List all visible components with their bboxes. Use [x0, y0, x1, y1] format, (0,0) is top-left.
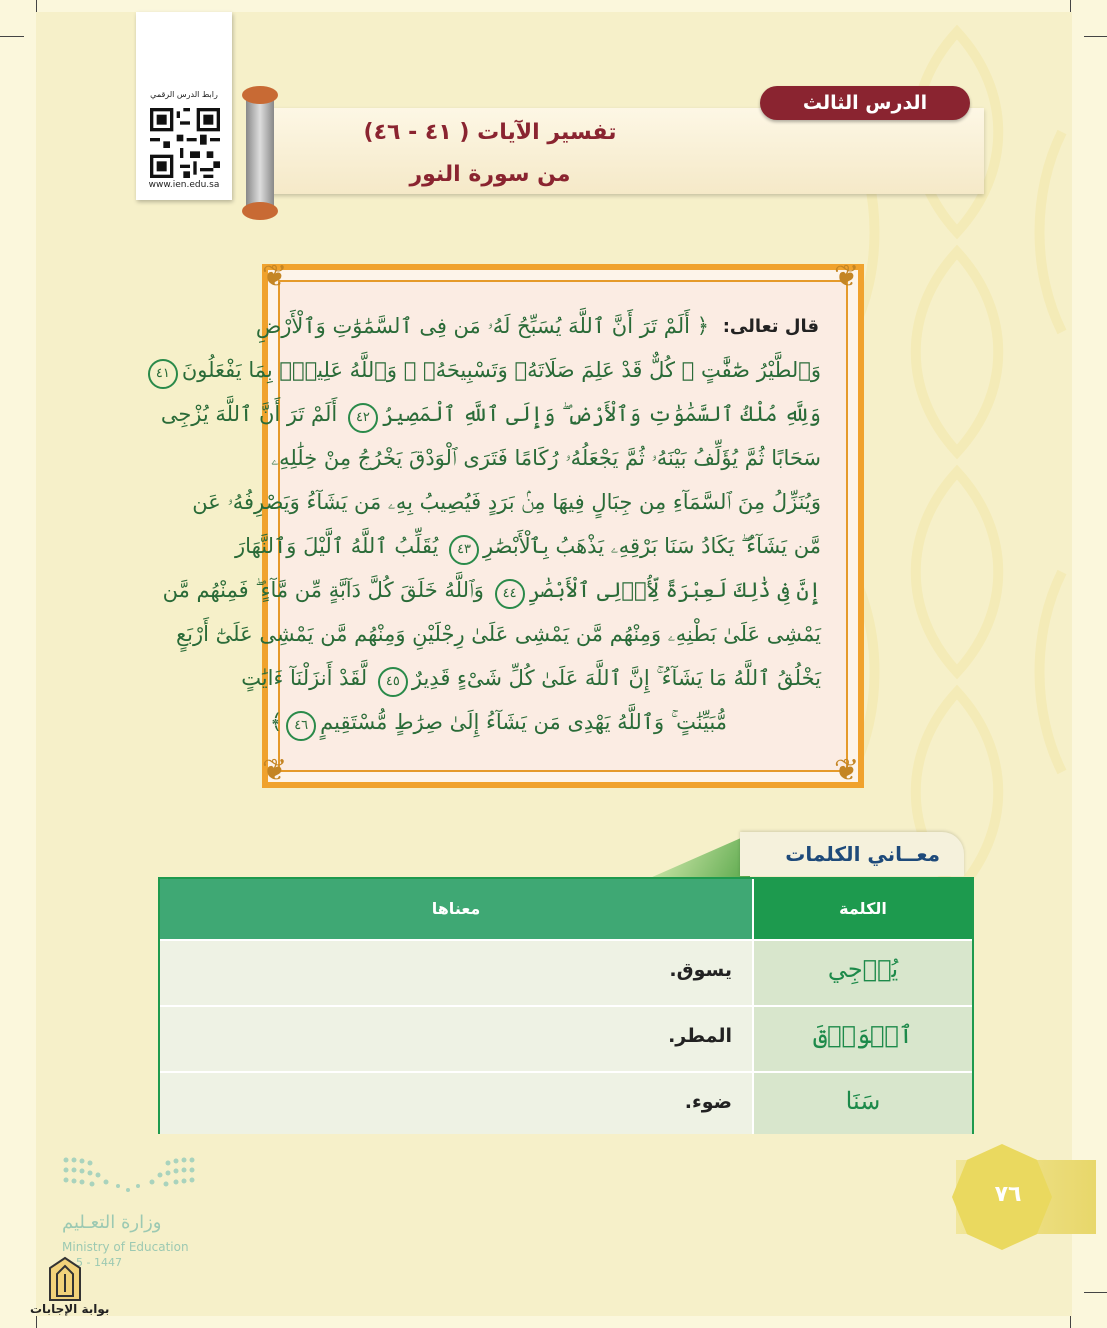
verse-line: [162, 578, 821, 609]
header-label: الكلمة: [839, 899, 887, 918]
verse-line: [235, 534, 821, 565]
meaning-text: المطر.: [668, 1025, 732, 1047]
page-number: ٧٦: [994, 1182, 1022, 1207]
verse-line: [269, 710, 727, 741]
verse-line: [241, 666, 821, 697]
portal-logo-icon: [46, 1256, 84, 1302]
lesson-badge: الدرس الثالث: [760, 86, 970, 120]
meaning-cell: [160, 1073, 752, 1134]
corner-ornament-icon: ❦: [834, 753, 860, 788]
crop-mark: [1084, 1292, 1107, 1293]
column-header-word: [752, 879, 972, 939]
verse-text: يُقَلِّبُ ٱللَّهُ ٱلَّيْلَ وَٱلنَّهَارَ: [235, 534, 439, 558]
quran-frame-inner: [278, 280, 848, 772]
scroll-rod-cap: [242, 202, 278, 220]
table-row: [160, 1071, 972, 1134]
qr-url[interactable]: www.ien.edu.sa: [148, 180, 220, 190]
verse-text: يَخْلُقُ ٱللَّهُ مَا يَشَآءُ ۚ إِنَّ ٱللَّهَ عَلَىٰ كُلِّ شَىْءٍ قَدِيرٌ: [411, 666, 821, 690]
meaning-text: ضوء.: [684, 1091, 732, 1113]
word-text: يُزۡجِي: [827, 955, 899, 983]
word-text: سَنَا: [845, 1087, 881, 1115]
verse-text: مُّبَيِّنَٰتٍ ۚ وَٱللَّهُ يَهْدِى مَن يَشَآءُ إِلَىٰ صِرَٰطٍ مُّسْتَقِيمٍ: [320, 710, 727, 734]
verse-text: ﴿ أَلَمْ تَرَ أَنَّ ٱللَّهَ يُسَبِّحُ لَهُۥ مَن فِى ٱلسَّمَٰوَٰتِ وَٱلْأَرْضِ: [255, 314, 709, 338]
verse-text: لَّقَدْ أَنزَلْنَآ ءَايَٰتٍ: [241, 666, 368, 690]
verse-text: أَلَمْ تَرَ أَنَّ ٱللَّهَ يُزْجِى: [160, 402, 338, 426]
verse-text: وَيُنَزِّلُ مِنَ ٱلسَّمَآءِ مِن جِبَالٍ فِيهَا مِنۢ بَرَدٍ فَيُصِيبُ بِهِۦ مَن يَشَآءُ وَيَصْرِفُهُۥ عَن: [192, 490, 821, 514]
word-cell: [752, 1073, 972, 1134]
verse-text: مَّن يَشَآءُ ۖ يَكَادُ سَنَا بَرْقِهِۦ يَذْهَبُ بِٱلْأَبْصَٰرِ: [483, 534, 821, 558]
verse-line: [175, 622, 821, 647]
verse-number: ٤٣: [449, 535, 479, 565]
crop-mark: [0, 36, 24, 37]
word-text: ٱلۡوَدۡقَ: [813, 1021, 913, 1049]
table-row: [160, 939, 972, 1005]
scroll-rod: [246, 92, 274, 212]
meaning-text: يسوق.: [669, 959, 732, 981]
vocab-title: معــاني الكلمات: [785, 842, 940, 866]
meaning-cell: [160, 1007, 752, 1071]
verse-text: سَحَابًا ثُمَّ يُؤَلِّفُ بَيْنَهُۥ ثُمَّ يَجْعَلُهُۥ رُكَامًا فَتَرَى ٱلْوَدْقَ يَخْرُجُ مِنْ خِلَٰلِهِۦ: [271, 446, 821, 470]
word-cell: [752, 1007, 972, 1071]
table-row: [160, 1005, 972, 1071]
page-subtitle: من سورة النور: [409, 162, 571, 187]
verse-text: ﴾: [269, 710, 283, 734]
scroll-rod-cap: [242, 86, 278, 104]
verse-line: [271, 446, 821, 471]
corner-ornament-icon: ❦: [262, 259, 288, 294]
ministry-year: 5 - 1447: [76, 1256, 122, 1269]
verse-number: ٤٥: [378, 667, 408, 697]
crop-mark: [1084, 36, 1107, 37]
page-title: تفسير الآيات ( ٤١ - ٤٦): [363, 120, 617, 145]
verse-number: ٤٢: [348, 403, 378, 433]
ministry-logo-icon: [62, 1156, 196, 1196]
column-header-meaning: [160, 879, 752, 939]
ministry-name-en: Ministry of Education: [62, 1240, 189, 1254]
verse-text: وَلِلَّهِ مُلْكُ ٱلسَّمَٰوَٰتِ وَٱلْأَرْضِ ۖ وَإِلَى ٱللَّهِ ٱلْمَصِيرُ: [381, 402, 821, 426]
ministry-name-ar: وزارة التعـليم: [62, 1212, 162, 1233]
verse-number: ٤٦: [286, 711, 316, 741]
corner-ornament-icon: ❦: [262, 753, 288, 788]
qr-caption: رابط الدرس الرقمي: [150, 90, 218, 99]
verse-line: [155, 358, 821, 389]
verse-line: [192, 490, 821, 515]
verse-text: يَمْشِى عَلَىٰ بَطْنِهِۦ وَمِنْهُم مَّن يَمْشِى عَلَىٰ رِجْلَيْنِ وَمِنْهُم مَّن يَمْشِى عَلَىٰٓ أَرْبَعٍ: [175, 622, 821, 646]
table-header: [160, 879, 972, 939]
portal-name[interactable]: بوابة الإجابات: [30, 1302, 110, 1316]
vocab-table: [158, 877, 974, 1134]
verse-number: ٤١: [148, 359, 178, 389]
word-cell: [752, 941, 972, 1005]
qr-card[interactable]: [136, 12, 232, 200]
verse-number: ٤٤: [495, 579, 525, 609]
qr-code-icon[interactable]: [150, 108, 220, 178]
verse-line: [160, 402, 821, 433]
verse-text: إِنَّ فِى ذَٰلِكَ لَعِبْرَةً لِّأُو۟لِى ٱلْأَبْصَٰرِ: [528, 578, 821, 602]
corner-ornament-icon: ❦: [834, 259, 860, 294]
meaning-cell: [160, 941, 752, 1005]
quran-intro: قال تعالى:: [722, 316, 819, 337]
verse-text: وَٱلطَّيْرُ صَٰٓفَّٰتٍ ۖ كُلٌّ قَدْ عَلِمَ صَلَاتَهُۥ وَتَسْبِيحَهُۥ ۗ وَٱللَّهُ عَلِيمٌۢ بِمَا يَفْعَلُونَ: [181, 358, 821, 382]
header-label: معناها: [431, 899, 481, 918]
verse-text: وَٱللَّهُ خَلَقَ كُلَّ دَآبَّةٍ مِّن مَّآءٍ ۖ فَمِنْهُم مَّن: [162, 578, 484, 602]
verse-line: [255, 314, 709, 339]
